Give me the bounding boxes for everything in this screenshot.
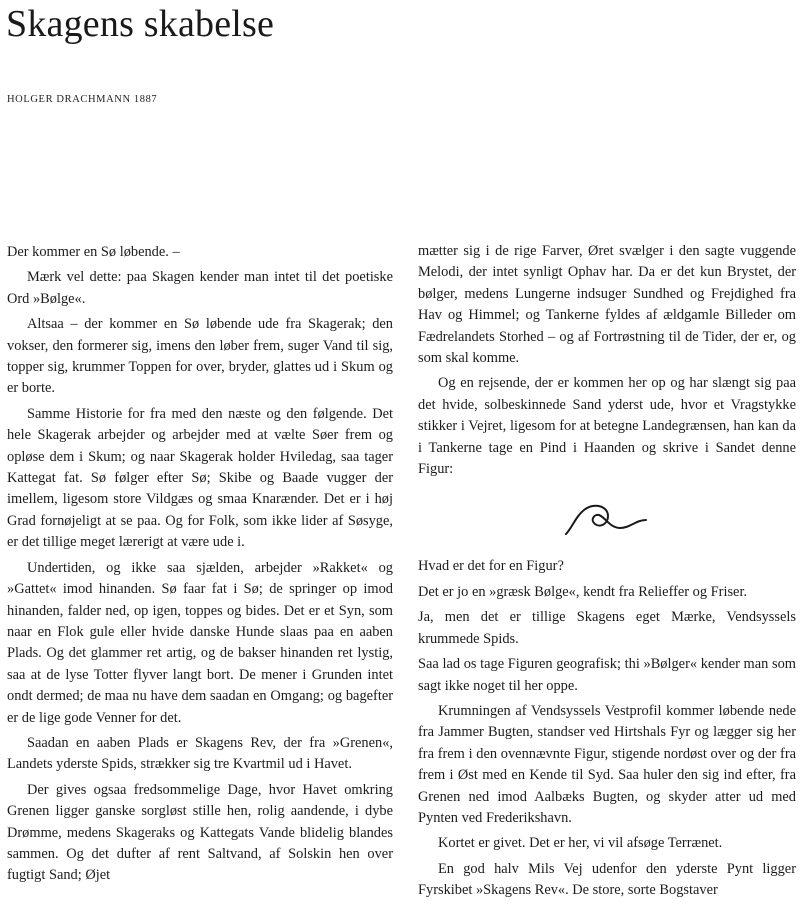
paragraph: Altsaa – der kommer en Sø løbende ude fra Skagerak; den vokser, den formerer sig, imens den løber frem, suger Vand til sig, topper sig, krummer Toppen for over, bryder, glattes ud i Skum og er borte. bbox=[7, 316, 393, 397]
author-byline: HOLGER DRACHMANN 1887 bbox=[7, 94, 158, 105]
paragraph: Saa lad os tage Figuren geografisk; thi »Bølger« kender man som sagt ikke noget til her oppe. bbox=[418, 656, 796, 694]
paragraph: Samme Historie for fra med den næste og den følgende. Det hele Skagerak arbejder og arbejder med at vælte Søer frem og opløse dem i Skum; og naar Skagerak holder Hviledag, saa tager Kattegat fat. Sø følger efter Sø; Skibe og Baade vugger der imellem, ligesom store Vildgæs og smaa Knarænder. Det er i høj Grad fornøjeligt at se paa. Og for Folk, som ikke lider af Søsyge, er det tillige meget lærerigt at være ude i. bbox=[7, 405, 393, 551]
paragraph: Krumningen af Vendsyssels Vestprofil kommer løbende nede fra Jammer Bugten, standser ved Hirtshals Fyr og lægger sig her fra frem i den ovennævnte Figur, stigende nordøst over og der fra frem i Øst med en Kende til Syd. Saa huler den sig ind efter, fra Grenen ned imod Aalbæks Bugten, og skyder atter ud med Pynten ved Frederikshavn. bbox=[418, 702, 796, 826]
paragraph: Der gives ogsaa fredsommelige Dage, hvor Havet omkring Grenen ligger ganske sorgløst stille hen, rolig aandende, i dybe Drømme, medens Skageraks og Kattegats Vande blidelig blandes sammen. Og det dufter af rent Saltvand, af Solskin hen over fugtigt Sand; Øjet bbox=[7, 781, 393, 884]
wave-figure bbox=[418, 484, 796, 556]
paragraph: Og en rejsende, der er kommen her op og har slængt sig paa det hvide, solbeskinnede Sand yderst ude, hvor et Vragstykke stikker i Vejret, ligesom for at betegne Landegrænsen, han kan da i Tankerne tage en Pind i Haanden og skrive i Sandet denne Figur: bbox=[418, 375, 796, 478]
greek-wave-icon bbox=[562, 498, 652, 542]
paragraph: mætter sig i de rige Farver, Øret svælger i den sagte vuggende Melodi, der intet synligt Ophav har. Da er det kun Brystet, der bølger, medens Lungerne indsuger Sundhed og Frejdighed fra Hav og Himmel; og Tankerne fyldes af ældgamle Billeder om Fædrelandets Storhed – og af Fortrøstning til de Tider, der er, og som skal komme. bbox=[418, 243, 796, 367]
paragraph: Det er jo en »græsk Bølge«, kendt fra Relieffer og Friser. bbox=[418, 583, 748, 600]
right-column bbox=[418, 241, 796, 906]
paragraph: Der kommer en Sø løbende. – bbox=[7, 244, 180, 260]
paragraph: Saadan en aaben Plads er Skagens Rev, der fra »Grenen«, Landets yderste Spids, strækker sig tre Kvartmil ud i Havet. bbox=[7, 734, 393, 773]
paragraph: Mærk vel dette: paa Skagen kender man intet til det poetiske Ord »Bølge«. bbox=[7, 269, 393, 307]
paragraph: Ja, men det er tillige Skagens eget Mærke, Vendsyssels krummede Spids. bbox=[418, 609, 796, 647]
article-title: Skagens skabelse bbox=[6, 3, 275, 45]
paragraph: Undertiden, og ikke saa sjælden, arbejder »Rakket« og »Gattet« imod hinanden. Sø faar fat i Sø; de springer op imod hinanden, falder ned, op igen, toppes og bides. Det er et Syn, som naar en Flok gule eller hvide danske Hunde slaas paa en aaben Plads. Og det glammer ret artig, og de bakser hinanden ret lystig, saa at de lyse Totter flyver langt bort. De mener i Grunden intet ondt dermed; de maa nu have dem saadan en Omgang; og bagefter er de lige gode Venner for det. bbox=[7, 559, 393, 726]
paragraph: En god halv Mils Vej udenfor den yderste Pynt ligger Fyrskibet »Skagens Rev«. De store, sorte Bogstaver bbox=[418, 860, 796, 899]
left-column bbox=[7, 242, 393, 891]
paragraph: Hvad er det for en Figur? bbox=[418, 558, 564, 575]
paragraph: Kortet er givet. Det er her, vi vil afsøge Terrænet. bbox=[438, 835, 723, 852]
